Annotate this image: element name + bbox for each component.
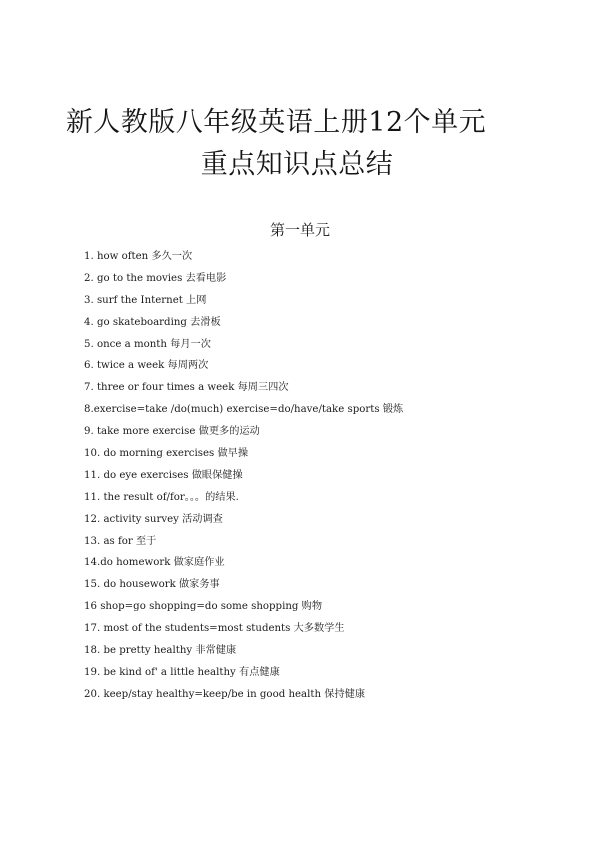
list-item: 12. activity survey 活动调查: [84, 513, 223, 525]
unit-heading: 第一单元: [269, 221, 330, 239]
list-item: 11. the result of/for。。。的结果.: [84, 491, 239, 503]
list-item: 16 shop=go shopping=do some shopping 购物: [84, 601, 323, 613]
vocabulary-list: [84, 248, 403, 708]
list-item: 14.do homework 做家庭作业: [84, 557, 225, 569]
list-item: 9. take more exercise 做更多的运动: [84, 426, 260, 438]
list-item: 4. go skateboarding 去滑板: [84, 316, 221, 328]
list-item: 6. twice a week 每周两次: [84, 360, 209, 372]
list-item: 19. be kind of' a little healthy 有点健康: [84, 666, 280, 678]
list-item: 10. do morning exercises 做早操: [84, 448, 249, 460]
list-item: 1. how often 多久一次: [84, 251, 193, 262]
list-item: 13. as for 至于: [84, 535, 157, 547]
document-title-line-1: 新人教版八年级英语上册12个单元: [65, 107, 487, 138]
list-item: 7. three or four times a week 每周三四次: [84, 382, 289, 394]
list-item: 5. once a month 每月一次: [84, 338, 211, 350]
list-item: 8.exercise=take /do(much) exercise=do/have/take sports 锻炼: [84, 404, 404, 416]
list-item: 20. keep/stay healthy=keep/be in good health 保持健康: [84, 688, 366, 700]
list-item: 3. surf the Internet 上网: [84, 294, 207, 306]
list-item: 2. go to the movies 去看电影: [84, 272, 227, 284]
list-item: 17. most of the students=most students 大多数学生: [84, 623, 345, 635]
document-title-line-2: 重点知识点总结: [200, 149, 394, 180]
list-item: 11. do eye exercises 做眼保健操: [84, 469, 243, 481]
list-item: 18. be pretty healthy 非常健康: [84, 645, 237, 657]
list-item: 15. do housework 做家务事: [84, 579, 220, 591]
